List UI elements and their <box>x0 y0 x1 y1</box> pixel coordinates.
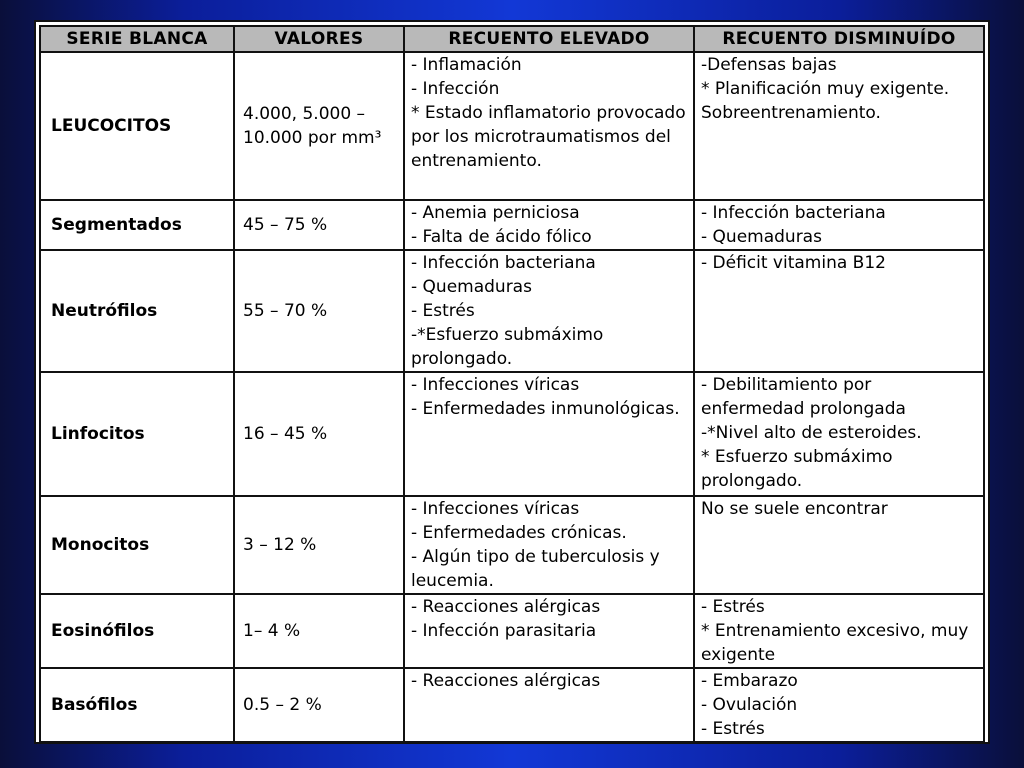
cell-disminuido <box>694 52 984 200</box>
elevado-item: - Infección parasitaria <box>411 621 597 641</box>
elevado-item: - Reacciones alérgicas <box>411 671 601 691</box>
disminuido-item: No se suele encontrar <box>701 499 888 519</box>
cell-elevado <box>404 200 694 250</box>
cell-disminuido <box>694 200 984 250</box>
cell-serie: Basófilos <box>40 668 234 742</box>
disminuido-item: - Déficit vitamina B12 <box>701 253 886 273</box>
cell-valores: 3 – 12 % <box>234 496 404 594</box>
elevado-item: * Estado inflamatorio provocado por los microtraumatismos del entrenamiento. <box>411 103 686 171</box>
disminuido-item: - Embarazo <box>701 671 798 691</box>
table-row <box>40 200 984 250</box>
header-disminuido: RECUENTO DISMINUÍDO <box>694 26 984 52</box>
cell-disminuido <box>694 668 984 742</box>
cell-elevado <box>404 594 694 668</box>
elevado-item: - Enfermedades crónicas. <box>411 523 627 543</box>
disminuido-item: - Infección bacteriana <box>701 203 886 223</box>
cell-valores: 55 – 70 % <box>234 250 404 372</box>
table-row <box>40 594 984 668</box>
elevado-item: -*Esfuerzo submáximo prolongado. <box>411 325 604 369</box>
table-row <box>40 52 984 200</box>
cell-valores: 45 – 75 % <box>234 200 404 250</box>
table-row <box>40 250 984 372</box>
elevado-item: - Falta de ácido fólico <box>411 227 592 247</box>
elevado-item: - Enfermedades inmunológicas. <box>411 399 680 419</box>
cell-valores: 1– 4 % <box>234 594 404 668</box>
cell-serie: Linfocitos <box>40 372 234 496</box>
disminuido-item: * Entrenamiento excesivo, muy exigente <box>701 621 969 665</box>
cell-disminuido <box>694 250 984 372</box>
elevado-item: - Infección bacteriana <box>411 253 596 273</box>
disminuido-item: - Estrés <box>701 719 765 739</box>
elevado-item: - Infección <box>411 79 500 99</box>
cell-elevado <box>404 372 694 496</box>
cell-valores: 0.5 – 2 % <box>234 668 404 742</box>
white-series-table <box>39 25 985 743</box>
table-row <box>40 372 984 496</box>
cell-serie: Eosinófilos <box>40 594 234 668</box>
elevado-item: - Quemaduras <box>411 277 532 297</box>
cell-disminuido <box>694 496 984 594</box>
cell-elevado <box>404 52 694 200</box>
cell-elevado <box>404 668 694 742</box>
header-elevado: RECUENTO ELEVADO <box>404 26 694 52</box>
cell-valores: 4.000, 5.000 – 10.000 por mm³ <box>234 52 404 200</box>
disminuido-item: -Defensas bajas <box>701 55 837 75</box>
table-row <box>40 496 984 594</box>
cell-elevado <box>404 496 694 594</box>
disminuido-item: - Quemaduras <box>701 227 822 247</box>
table-frame <box>34 20 990 744</box>
elevado-item: - Anemia perniciosa <box>411 203 580 223</box>
elevado-item: - Estrés <box>411 301 475 321</box>
cell-valores: 16 – 45 % <box>234 372 404 496</box>
disminuido-item: * Planificación muy exigente. <box>701 79 950 99</box>
elevado-item: - Reacciones alérgicas <box>411 597 601 617</box>
cell-serie: Monocitos <box>40 496 234 594</box>
disminuido-item: * Esfuerzo submáximo prolongado. <box>701 447 893 491</box>
header-row <box>40 26 984 52</box>
disminuido-item: - Ovulación <box>701 695 798 715</box>
cell-disminuido <box>694 372 984 496</box>
cell-serie: Segmentados <box>40 200 234 250</box>
elevado-item: - Inflamación <box>411 55 522 75</box>
disminuido-item: - Debilitamiento por enfermedad prolongada <box>701 375 906 419</box>
header-serie: SERIE BLANCA <box>40 26 234 52</box>
cell-disminuido <box>694 594 984 668</box>
disminuido-item: -*Nivel alto de esteroides. <box>701 423 922 443</box>
table-row <box>40 668 984 742</box>
elevado-item: - Infecciones víricas <box>411 499 580 519</box>
disminuido-item: Sobreentrenamiento. <box>701 103 881 123</box>
elevado-item: - Infecciones víricas <box>411 375 580 395</box>
cell-elevado <box>404 250 694 372</box>
disminuido-item: - Estrés <box>701 597 765 617</box>
cell-serie: Neutrófilos <box>40 250 234 372</box>
header-valores: VALORES <box>234 26 404 52</box>
cell-serie: LEUCOCITOS <box>40 52 234 200</box>
elevado-item: - Algún tipo de tuberculosis y leucemia. <box>411 547 660 591</box>
